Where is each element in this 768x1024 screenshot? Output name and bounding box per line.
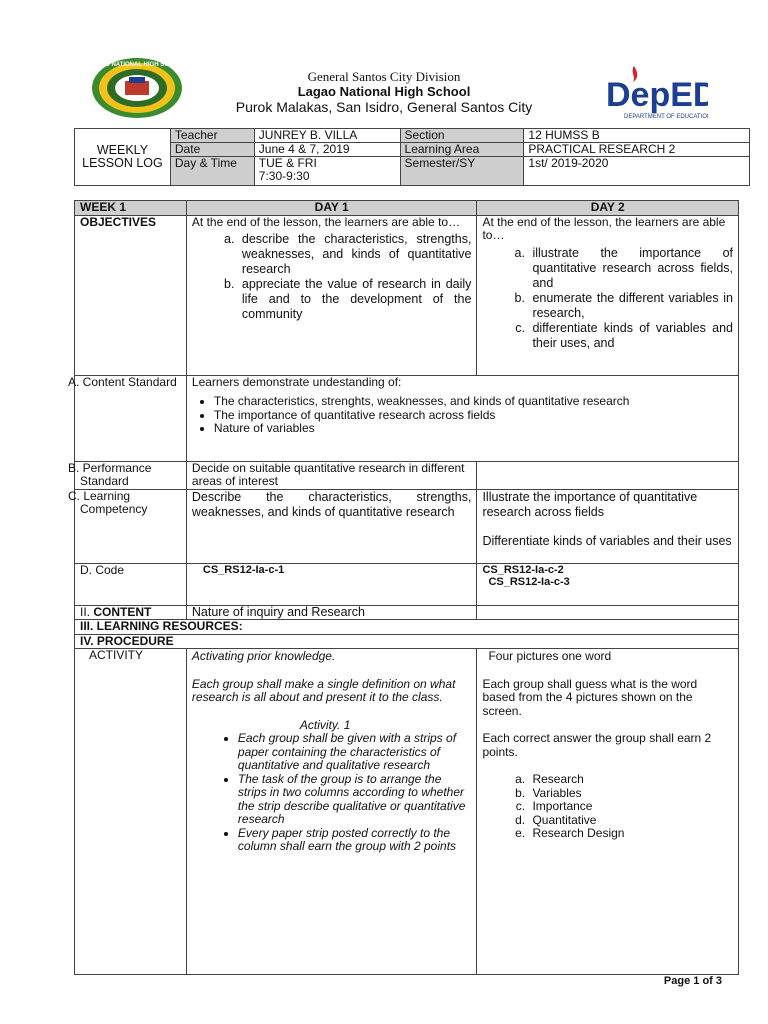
content-value: Nature of inquiry and Research	[186, 605, 477, 620]
code-day2-b: CS_RS12-Ia-c-3	[488, 575, 570, 588]
content-standard-item: • The importance of quantitative research across fields	[214, 409, 733, 423]
day-time-value	[254, 157, 400, 186]
activity-day2-item: a. Research	[528, 773, 733, 787]
activity-day2-paragraph1: Each group shall guess what is the word based from the 4 pictures shown on the screen.	[482, 676, 698, 718]
content-standard-label: A. Content Standard	[75, 375, 187, 461]
deped-wordmark: DepED	[606, 76, 708, 114]
day2-objectives	[477, 215, 739, 375]
activity-day1-paragraph: Each group shall make a single definition on what research is all about and present it to the class.	[191, 676, 456, 704]
day2-objective: a. illustrate the importance of quantitative research across fields, and	[528, 246, 733, 291]
day2-header: DAY 2	[477, 201, 739, 216]
division-name: General Santos City Division	[307, 69, 461, 84]
activity-day1-subtitle: Activity. 1	[299, 717, 351, 732]
school-address: Purok Malakas, San Isidro, General Santos City	[235, 99, 533, 115]
performance-standard-day1: Decide on suitable quantitative research in different areas of interest	[186, 461, 477, 489]
content-day2	[477, 605, 739, 620]
performance-standard-label: B. Performance Standard	[75, 461, 187, 489]
activity-day2-title: Four pictures one word	[488, 649, 612, 663]
day2-objective: c. differentiate kinds of variables and their uses, and	[528, 321, 733, 351]
activity-day1-item: • The task of the group is to arrange the strips in two columns according to whether the strip describe qualitative or quantitative research	[238, 773, 472, 827]
deped-logo	[604, 62, 708, 122]
code-day2	[477, 563, 739, 605]
section-value: 12 HUMSS B	[524, 129, 750, 143]
code-day1: CS_RS12-Ia-c-1	[186, 563, 477, 605]
procedure-label: IV. PROCEDURE	[75, 634, 739, 649]
date-label: Date	[170, 143, 254, 157]
deped-subtext: DEPARTMENT OF EDUCATION	[624, 114, 708, 120]
activity-day2-item: c. Importance	[528, 800, 733, 814]
weekly-lesson-log-title: WEEKLY LESSON LOG	[75, 129, 171, 186]
competency-day2-a: Illustrate the importance of quantitative research across fields	[482, 489, 698, 519]
code-label: D. Code	[75, 563, 187, 605]
day1-objectives	[186, 215, 477, 375]
objectives-label: OBJECTIVES	[75, 215, 187, 375]
competency-day2	[477, 489, 739, 563]
content-standard-intro: Learners demonstrate undestanding of:	[191, 374, 402, 389]
semester-label: Semester/SY	[400, 157, 524, 186]
semester-value: 1st/ 2019-2020	[524, 157, 750, 186]
teacher-label: Teacher	[170, 129, 254, 143]
day1-objective: a. describe the characteristics, strengths, weaknesses, and kinds of quantitative research	[238, 232, 472, 277]
seal-text: LAGAO NATIONAL HIGH SCHOOL	[91, 62, 183, 68]
activity-day2-item: d. Quantitative	[528, 814, 733, 828]
learning-area-value: PRACTICAL RESEARCH 2	[524, 143, 750, 157]
content-standard-item: • The characteristics, strenghts, weaknesses, and kinds of quantitative research	[214, 395, 733, 409]
competency-day1: Describe the characteristics, strengths, weaknesses, and kinds of quantitative research	[186, 489, 477, 563]
activity-day1	[186, 649, 477, 975]
day-time-label: Day & Time	[170, 157, 254, 186]
activity-day1-item: • Each group shall be given with a strips of paper containing the characteristics of quantitative and qualitative research	[238, 732, 472, 773]
content-standard-cell	[186, 375, 738, 461]
day1-objective: b. appreciate the value of research in daily life and to the development of the community	[238, 277, 472, 322]
lesson-plan-table	[68, 200, 739, 975]
competency-day2-b: Differentiate kinds of variables and their uses	[482, 533, 732, 548]
time-value: 7:30-9:30	[258, 169, 310, 183]
learning-competency-label: C. Learning Competency	[75, 489, 187, 563]
learning-area-label: Learning Area	[400, 143, 524, 157]
activity-day1-title: Activating prior knowledge.	[191, 649, 336, 663]
section-label: Section	[400, 129, 524, 143]
day1-header: DAY 1	[186, 201, 477, 216]
learning-resources-label: III. LEARNING RESOURCES:	[75, 620, 739, 635]
day-value: TUE & FRI	[258, 156, 317, 170]
activity-label: ACTIVITY	[75, 649, 187, 975]
content-standard-item: • Nature of variables	[214, 422, 733, 436]
code-day2-a: CS_RS12-Ia-c-2	[482, 563, 564, 576]
week-label: WEEK 1	[75, 201, 187, 216]
lesson-info-table	[74, 128, 750, 186]
performance-standard-day2	[477, 461, 739, 489]
activity-day2-paragraph2: Each correct answer the group shall earn 2 points.	[482, 731, 712, 759]
school-name: Lagao National High School	[297, 84, 471, 99]
activity-day2-item: e. Research Design	[528, 827, 733, 841]
activity-day1-item: • Every paper strip posted correctly to the column shall earn the group with 2 points	[238, 827, 472, 854]
teacher-value: JUNREY B. VILLA	[254, 129, 400, 143]
day1-objectives-intro: At the end of the lesson, the learners are able to…	[191, 214, 461, 229]
content-label-text: CONTENT	[93, 604, 152, 619]
activity-day2	[477, 649, 739, 975]
content-label	[75, 605, 187, 620]
day2-objectives-intro: At the end of the lesson, the learners are able to…	[482, 214, 726, 242]
content-label-num: II.	[80, 604, 91, 619]
day2-objective: b. enumerate the different variables in research,	[528, 291, 733, 321]
date-value: June 4 & 7, 2019	[254, 143, 400, 157]
activity-day2-item: b. Variables	[528, 787, 733, 801]
page-number: Page 1 of 3	[663, 975, 722, 987]
